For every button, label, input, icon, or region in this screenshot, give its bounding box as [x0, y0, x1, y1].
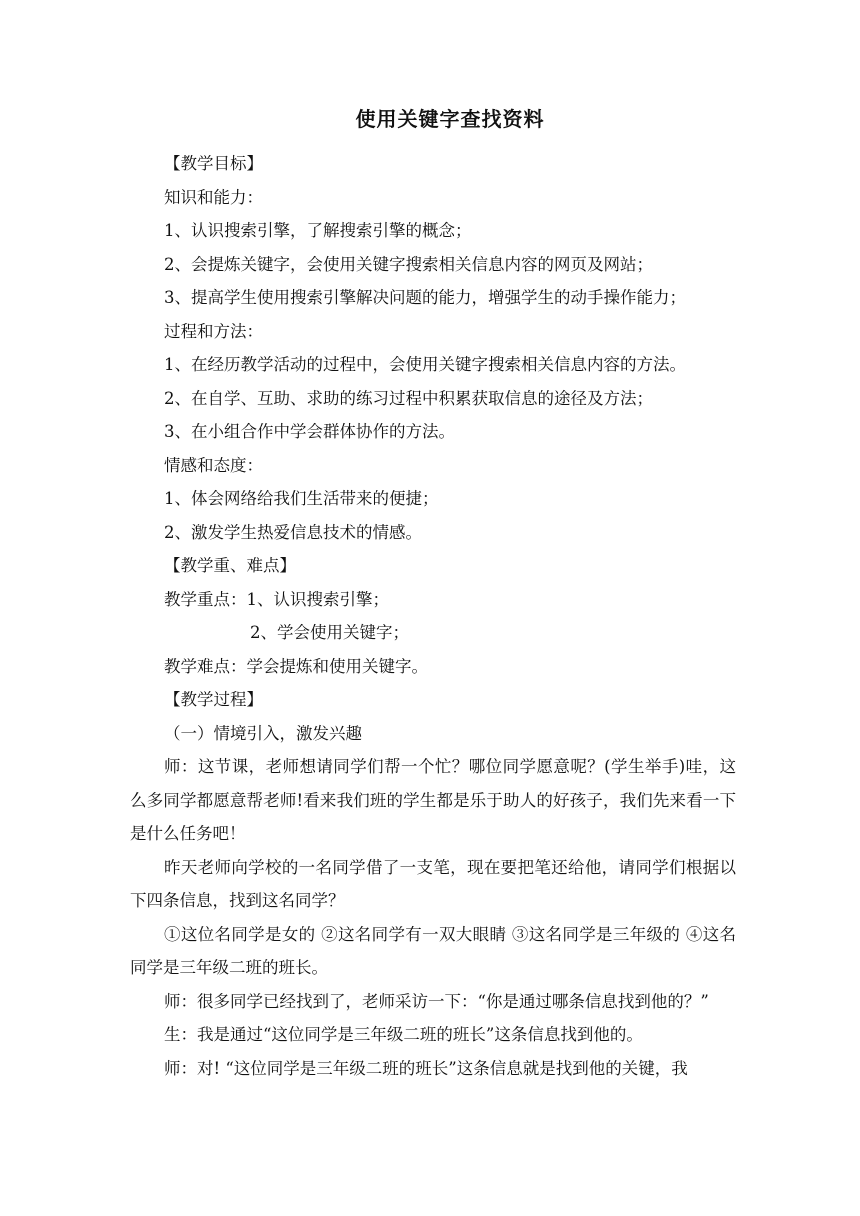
list-item: 1、认识搜索引擎，了解搜索引擎的概念；: [164, 221, 472, 240]
subheading-attitude: 情感和态度：: [164, 455, 263, 475]
paragraph: 师：很多同学已经找到了，老师采访一下：“你是通过哪条信息找到他的？”: [164, 991, 709, 1011]
list-item: 1、体会网络给我们生活带来的便捷；: [164, 489, 439, 508]
step-heading: （一）情境引入，激发兴趣: [164, 723, 362, 743]
document-title: 使用关键字查找资料: [355, 107, 545, 131]
list-item: 3、在小组合作中学会群体协作的方法。: [164, 422, 455, 441]
list-item: 1、在经历教学活动的过程中，会使用关键字搜索相关信息内容的方法。: [164, 355, 686, 374]
paragraph: 师：对! “这位同学是三年级二班的班长”这条信息就是找到他的关键，我: [164, 1058, 688, 1078]
key-point-line: 2、学会使用关键字；: [250, 623, 409, 642]
subheading-process: 过程和方法：: [164, 321, 263, 341]
list-item: 2、会提炼关键字，会使用关键字搜索相关信息内容的网页及网站；: [164, 254, 653, 274]
section-heading-process: 【教学过程】: [164, 690, 263, 709]
paragraph: 生：我是通过“这位同学是三年级二班的班长”这条信息找到他的。: [164, 1025, 643, 1044]
list-item: 2、在自学、互助、求助的练习过程中积累获取信息的途径及方法；: [164, 388, 653, 408]
paragraph: 昨天老师向学校的一名同学借了一支笔，现在要把笔还给他，请同学们根据以下四条信息，找到这名同学？: [130, 857, 736, 910]
list-item: 2、激发学生热爱信息技术的情感。: [164, 522, 422, 542]
section-heading-objectives: 【教学目标】: [164, 154, 263, 173]
list-item: 3、提高学生使用搜索引擎解决问题的能力，增强学生的动手操作能力；: [164, 288, 686, 307]
document-body: [130, 147, 736, 1085]
paragraph: 师：这节课，老师想请同学们帮一个忙？哪位同学愿意呢？(学生举手)哇，这么多同学都愿意帮老师!看来我们班的学生都是乐于助人的好孩子，我们先来看一下是什么任务吧！: [130, 757, 736, 843]
difficulty-line: 教学难点：学会提炼和使用关键字。: [164, 656, 428, 676]
key-point-line: 教学重点：1、认识搜索引擎；: [164, 589, 389, 609]
subheading-knowledge: 知识和能力：: [164, 187, 263, 207]
paragraph: ①这位名同学是女的 ②这名同学有一双大眼睛 ③这名同学是三年级的 ④这名同学是三年级二班的班长。: [130, 924, 736, 977]
section-heading-key-points: 【教学重、难点】: [164, 556, 296, 575]
